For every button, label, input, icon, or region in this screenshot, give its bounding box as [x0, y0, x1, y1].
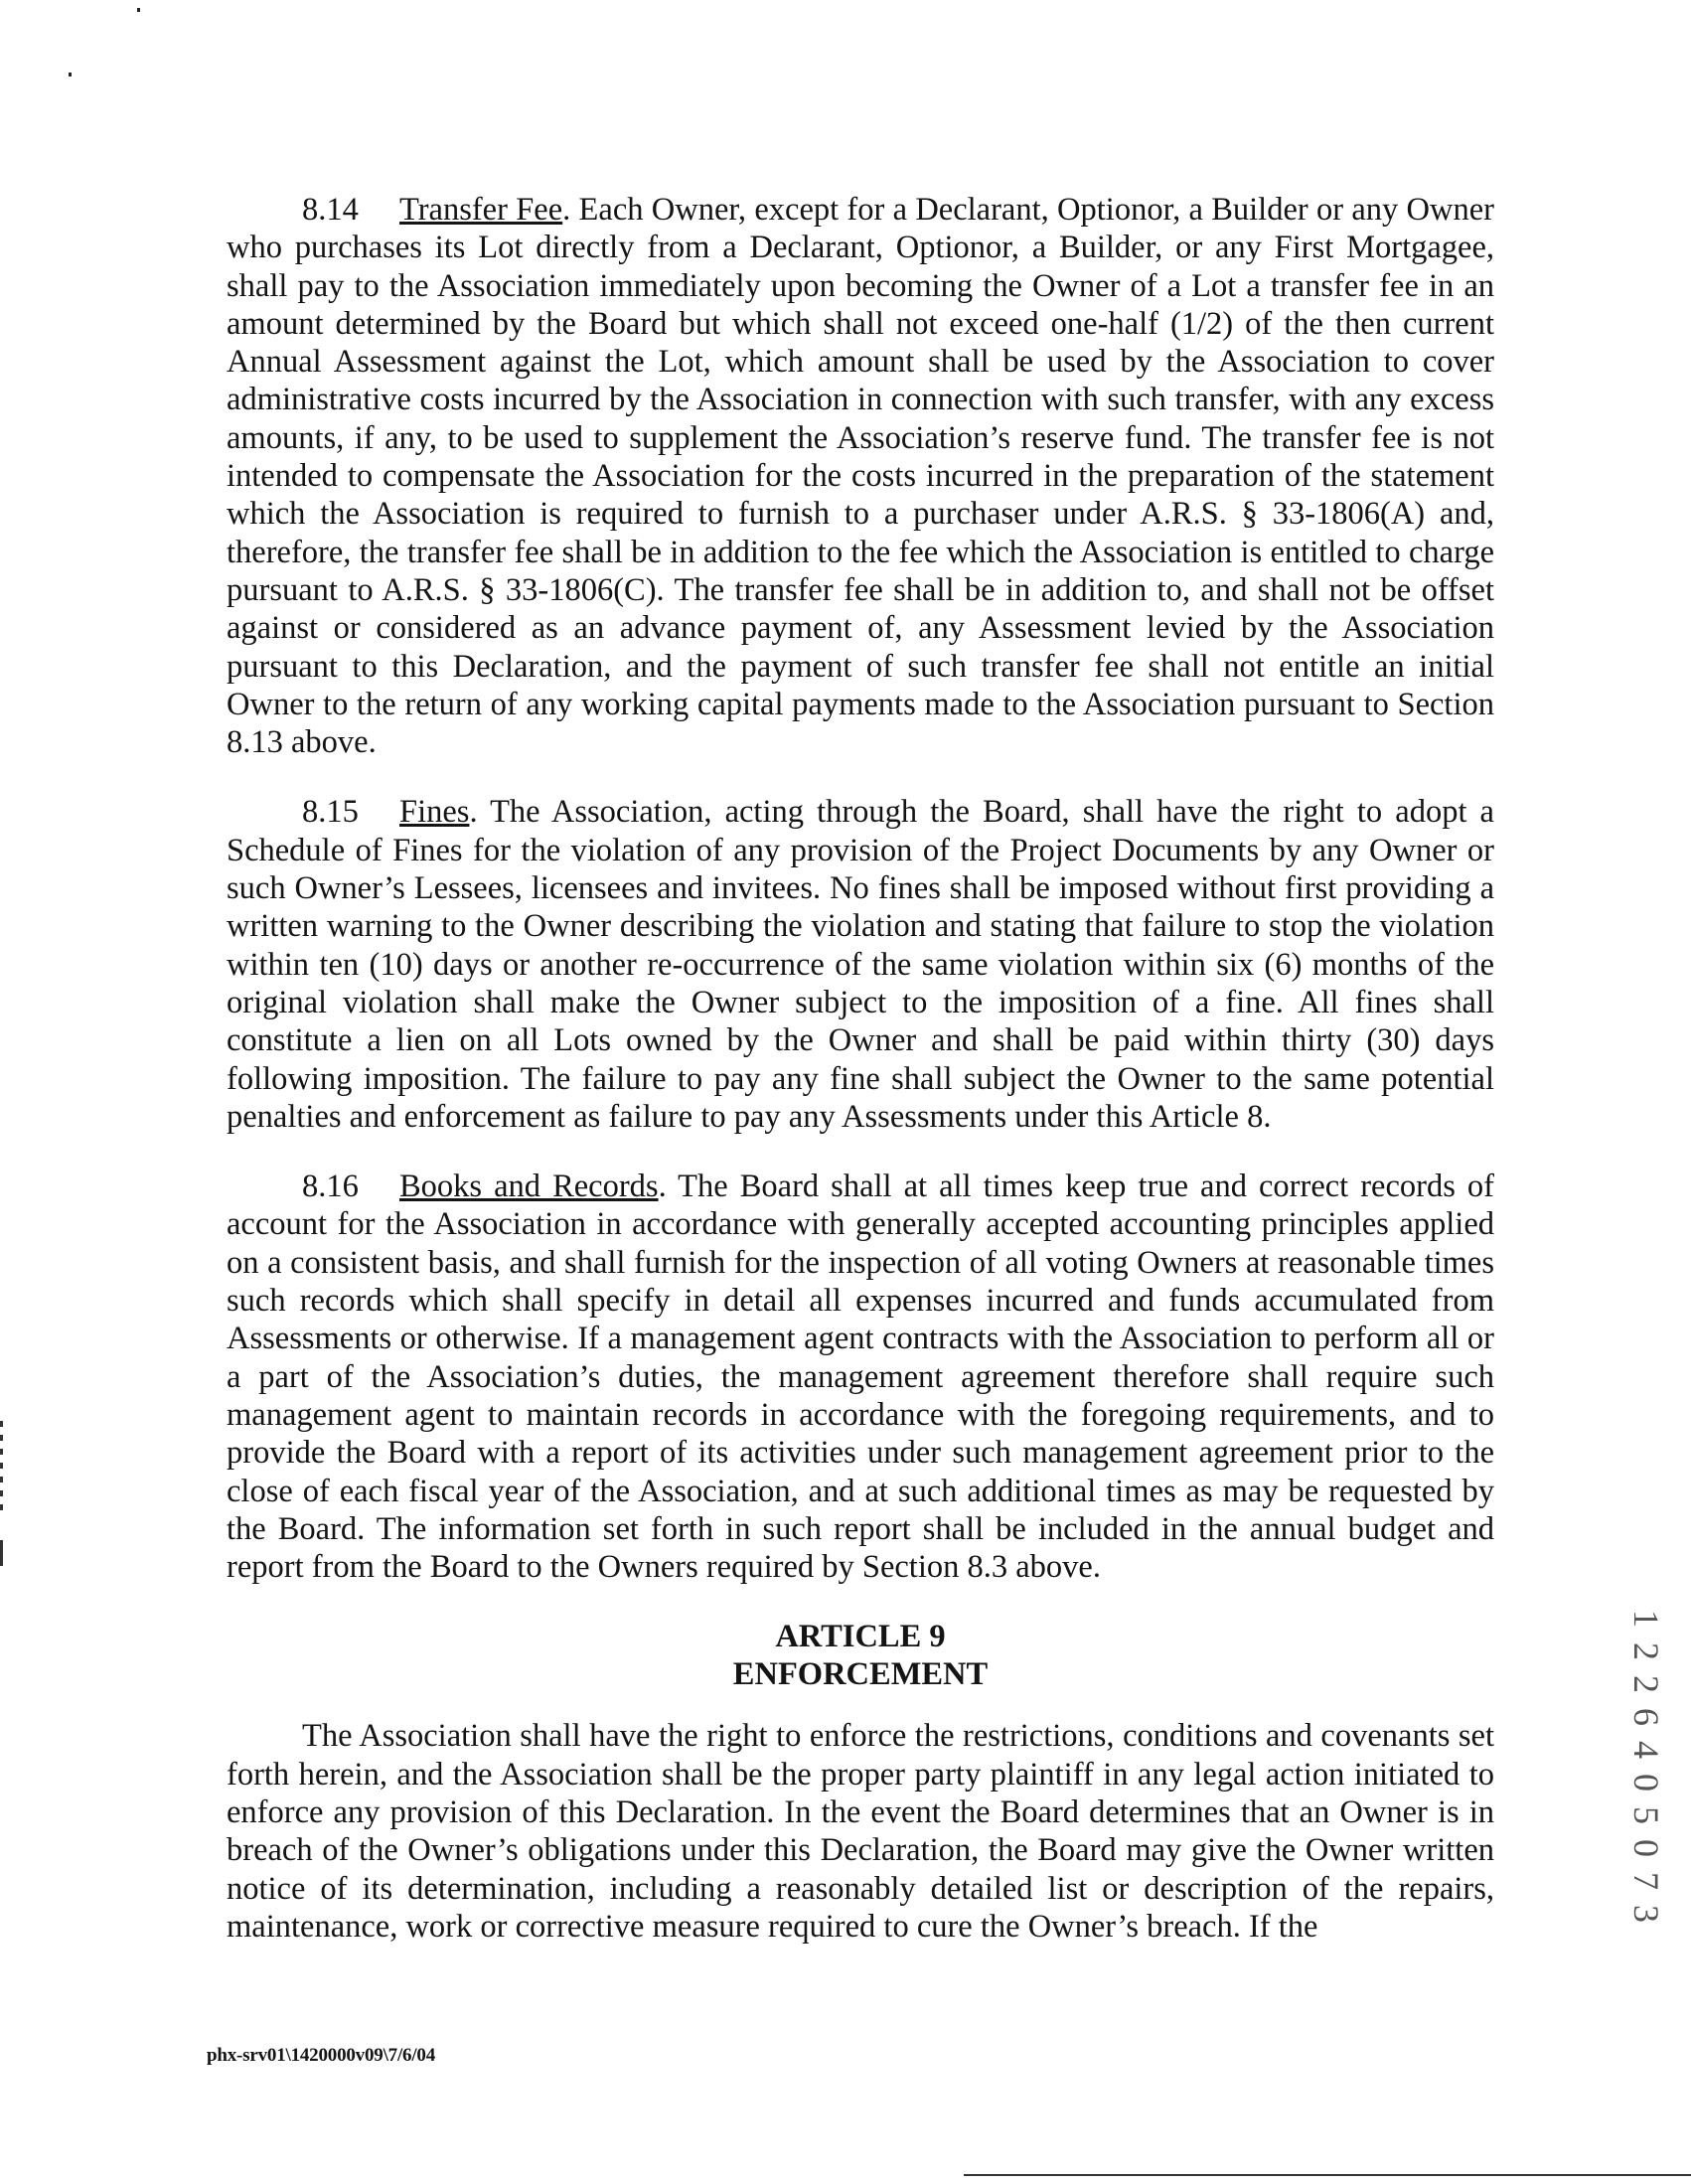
section-heading: Books and Records [399, 1169, 659, 1205]
section-number: 8.16 [302, 1169, 359, 1205]
section-text: . The Association, acting through the Board, shall have the right to adopt a Schedule of Fines for the violation of any provision of the Project Documents by any Owner or such Owner’s Lessees, licensees and invitees. No fines shall be imposed without first providing a written warning to the Owner describing the violation and stating that failure to stop the violation within ten (10) days or another re-occurrence of the same violation within six (6) months of the original violation shall make the Owner subject to the imposition of a fine. All fines shall constitute a lien on all Lots owned by the Owner and shall be paid within thirty (30) days following imposition. The failure to pay any fine shall subject the Owner to the same potential penalties and enforcement as failure to pay any Assessments under this Article 8. [227, 794, 1494, 1135]
scan-speck [69, 73, 72, 77]
section-8-14 [227, 191, 1494, 761]
article-heading [227, 1618, 1494, 1693]
scan-edge-mark [0, 1540, 3, 1566]
section-text: . Each Owner, except for a Declarant, Optionor, a Builder or any Owner who purchases its Lot directly from a Declarant, Optionor, a Builder, or any First Mortgagee, shall pay to the Association immediately upon becoming the Owner of a Lot a transfer fee in an amount determined by the Board but which shall not exceed one-half (1/2) of the then current Annual Assessment against the Lot, which amount shall be used by the Association to cover administrative costs incurred by the Association in connection with such transfer, with any excess amounts, if any, to be used to supplement the Association’s reserve fund. The transfer fee is not intended to compensate the Association for the costs incurred in the preparation of the statement which the Association is required to furnish to a purchaser under A.R.S. § 33-1806(A) and, therefore, the transfer fee shall be in addition to the fee which the Association is entitled to charge pursuant to A.R.S. § 33-1806(C). The transfer fee shall be in addition to, and shall not be offset against or considered as an advance payment of, any Assessment levied by the Association pursuant to this Declaration, and the payment of such transfer fee shall not entitle an initial Owner to the return of any working capital payments made to the Association pursuant to Section 8.13 above. [227, 192, 1494, 761]
section-number: 8.15 [302, 794, 359, 831]
section-number: 8.14 [302, 192, 359, 228]
footer-document-id: phx-srv01\1420000v09\7/6/04 [207, 2045, 436, 2066]
document-body [227, 191, 1494, 1977]
recording-number: 1 2 2 6 4 0 5 0 7 3 [1626, 1610, 1666, 1926]
section-heading: Fines [399, 794, 470, 831]
section-text: . The Board shall at all times keep true and correct records of account for the Association in accordance with generally accepted accounting principles applied on a consistent basis, and shall furnish for the inspection of all voting Owners at reasonable times such records which shall specify in detail all expenses incurred and funds accumulated from Assessments or otherwise. If a management agent contracts with the Association to perform all or a part of the Association’s duties, the management agreement therefore shall require such management agent to maintain records in accordance with the foregoing requirements, and to provide the Board with a report of its activities under such management agreement prior to the close of each fiscal year of the Association, and at such additional times as may be requested by the Board. The information set forth in such report shall be included in the annual budget and report from the Board to the Owners required by Section 8.3 above. [227, 1169, 1494, 1586]
article-number: ARTICLE 9 [775, 1619, 946, 1655]
scan-speck [137, 8, 140, 12]
section-8-15 [227, 793, 1494, 1136]
scan-edge-mark [0, 1421, 3, 1510]
article-title: ENFORCEMENT [732, 1656, 989, 1693]
section-heading: Transfer Fee [399, 192, 563, 228]
article-9-paragraph: The Association shall have the right to enforce the restrictions, conditions and covenants set forth herein, and the Association shall be the proper party plaintiff in any legal action initiated to enforce any provision of this Declaration. In the event the Board determines that an Owner is in breach of the Owner’s obligations under this Declaration, the Board may give the Owner written notice of its determination, including a reasonably detailed list or description of the repairs, maintenance, work or corrective measure required to cure the Owner’s breach. If the [227, 1718, 1494, 1945]
section-8-16 [227, 1168, 1494, 1586]
scan-bottom-rule [964, 2174, 1691, 2176]
